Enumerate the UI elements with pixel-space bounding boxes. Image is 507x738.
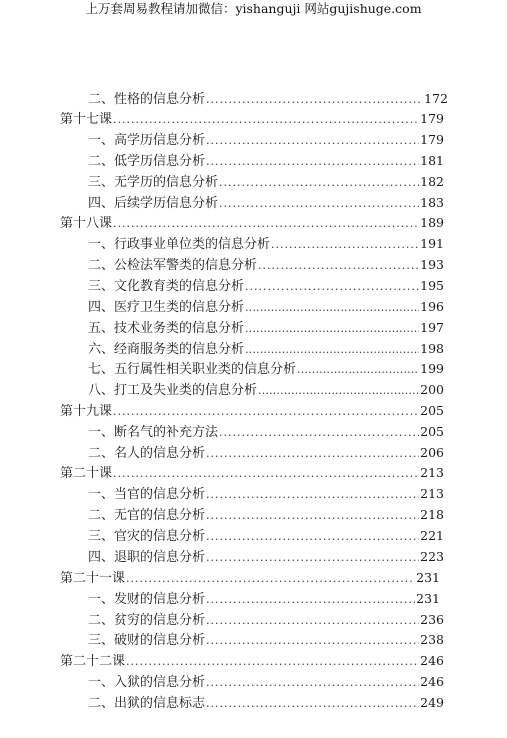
toc-entry (88, 358, 444, 380)
toc-entry (88, 692, 444, 714)
dot-leader (126, 568, 415, 589)
dot-leader (219, 172, 419, 193)
dot-leader (245, 297, 419, 318)
toc-entry (88, 588, 440, 610)
toc-entry (88, 338, 444, 360)
toc-entry-page: 223 (420, 549, 444, 564)
toc-entry-label: 二、低学历信息分析 (88, 154, 206, 169)
toc-entry-page: 213 (420, 486, 444, 501)
toc-entry-page: 236 (420, 612, 444, 627)
toc-entry (88, 254, 444, 276)
toc-entry (88, 317, 444, 339)
toc-entry-label: 第二十二课 (60, 654, 126, 669)
toc-entry (88, 483, 444, 505)
dot-leader (271, 234, 419, 255)
watermark-header: 上万套周易教程请加微信：yishanguji 网站gujishuge.com (85, 1, 422, 16)
toc-entry (88, 233, 444, 255)
dot-leader (206, 672, 419, 693)
toc-entry-page: 196 (420, 299, 444, 314)
toc-entry-page: 179 (420, 111, 444, 126)
toc-entry-page: 195 (420, 278, 444, 293)
dot-leader (258, 380, 419, 401)
toc-entry-label: 四、医疗卫生类的信息分析 (88, 300, 245, 315)
dot-leader (206, 151, 419, 172)
toc-entry-label: 一、入狱的信息分析 (88, 675, 206, 690)
toc-entry-page: 221 (420, 528, 444, 543)
dot-leader (206, 610, 419, 631)
toc-entry-page: 200 (420, 382, 444, 397)
toc-entry-label: 一、高学历信息分析 (88, 133, 206, 148)
toc-entry-label: 一、行政事业单位类的信息分析 (88, 237, 271, 252)
dot-leader (297, 359, 419, 380)
toc-entry-label: 一、发财的信息分析 (88, 592, 206, 607)
toc-entry-label: 七、五行属性相关职业类的信息分析 (88, 362, 297, 377)
toc-entry-label: 三、破财的信息分析 (88, 633, 206, 648)
toc-entry-label: 三、文化教育类的信息分析 (88, 279, 245, 294)
toc-entry-label: 第二十课 (60, 466, 113, 481)
toc-entry-label: 三、官灾的信息分析 (88, 529, 206, 544)
toc-entry (88, 671, 444, 693)
toc-entry-page: 172 (424, 91, 448, 106)
toc-entry-label: 二、出狱的信息标志 (88, 696, 206, 711)
toc-entry-label: 第十七课 (60, 112, 113, 127)
toc-entry-page: 181 (420, 153, 444, 168)
dot-leader (219, 422, 419, 443)
dot-leader (113, 213, 419, 234)
toc-entry-page: 193 (420, 257, 444, 272)
toc-entry-label: 二、名人的信息分析 (88, 446, 206, 461)
toc-entry-page: 246 (420, 674, 444, 689)
toc-lesson (60, 567, 440, 589)
toc-entry (88, 442, 444, 464)
dot-leader (245, 318, 419, 339)
dot-leader (258, 255, 419, 276)
toc-entry (88, 129, 444, 151)
toc-entry-label: 第十八课 (60, 216, 113, 231)
toc-entry-page: 206 (420, 445, 444, 460)
dot-leader (126, 651, 419, 672)
dot-leader (113, 109, 419, 130)
toc-entry-label: 二、性格的信息分析 (88, 92, 206, 107)
toc-lesson (60, 462, 444, 484)
dot-leader (113, 401, 419, 422)
toc-entry-page: 205 (420, 403, 444, 418)
toc-entry-label: 第十九课 (60, 404, 113, 419)
toc-entry-page: 198 (420, 341, 444, 356)
toc-entry (88, 525, 444, 547)
toc-entry-page: 213 (420, 465, 444, 480)
toc-entry-page: 218 (420, 507, 444, 522)
toc-entry (88, 88, 448, 110)
dot-leader (113, 463, 419, 484)
dot-leader (206, 443, 419, 464)
toc-entry-page: 182 (420, 174, 444, 189)
dot-leader (206, 526, 419, 547)
toc-entry (88, 421, 444, 443)
toc-entry-label: 四、退职的信息分析 (88, 550, 206, 565)
toc-entry-label: 八、打工及失业类的信息分析 (88, 383, 258, 398)
toc-entry-label: 一、当官的信息分析 (88, 487, 206, 502)
toc-entry-page: 179 (420, 132, 444, 147)
toc-lesson (60, 108, 444, 130)
dot-leader (245, 339, 419, 360)
dot-leader (206, 89, 423, 110)
toc-entry-page: 189 (420, 215, 444, 230)
toc-entry (88, 150, 444, 172)
toc-entry-label: 五、技术业务类的信息分析 (88, 321, 245, 336)
toc-entry-label: 第二十一课 (60, 571, 126, 586)
toc-entry (88, 504, 444, 526)
dot-leader (206, 630, 419, 651)
toc-entry-page: 231 (416, 570, 440, 585)
toc-entry-page: 238 (420, 632, 444, 647)
toc-entry-label: 二、公检法军警类的信息分析 (88, 258, 258, 273)
toc-lesson (60, 650, 444, 672)
toc-entry-page: 199 (420, 361, 444, 376)
dot-leader (206, 130, 419, 151)
toc-entry-page: 246 (420, 653, 444, 668)
toc-entry-page: 205 (420, 424, 444, 439)
dot-leader (206, 693, 419, 714)
toc-lesson (60, 212, 444, 234)
toc-entry-page: 249 (420, 695, 444, 710)
toc-entry (88, 629, 444, 651)
dot-leader (219, 193, 419, 214)
toc-entry (88, 192, 444, 214)
toc-entry (88, 379, 444, 401)
toc-entry-page: 191 (420, 236, 444, 251)
toc-entry-label: 六、经商服务类的信息分析 (88, 342, 245, 357)
toc-entry (88, 171, 444, 193)
dot-leader (206, 547, 419, 568)
toc-entry-label: 二、无官的信息分析 (88, 508, 206, 523)
toc-entry-label: 三、无学历的信息分析 (88, 175, 219, 190)
dot-leader (206, 484, 419, 505)
toc-entry-label: 一、断名气的补充方法 (88, 425, 219, 440)
toc-entry (88, 609, 444, 631)
toc-entry-page: 231 (416, 591, 440, 606)
toc-entry-page: 183 (420, 195, 444, 210)
toc-entry-label: 二、贫穷的信息分析 (88, 613, 206, 628)
toc-entry (88, 546, 444, 568)
toc-entry-label: 四、后续学历信息分析 (88, 196, 219, 211)
toc-entry-page: 197 (420, 320, 444, 335)
dot-leader (206, 505, 419, 526)
toc-entry (88, 296, 444, 318)
dot-leader (245, 276, 419, 297)
toc-entry (88, 275, 444, 297)
dot-leader (206, 589, 415, 610)
toc-lesson (60, 400, 444, 422)
